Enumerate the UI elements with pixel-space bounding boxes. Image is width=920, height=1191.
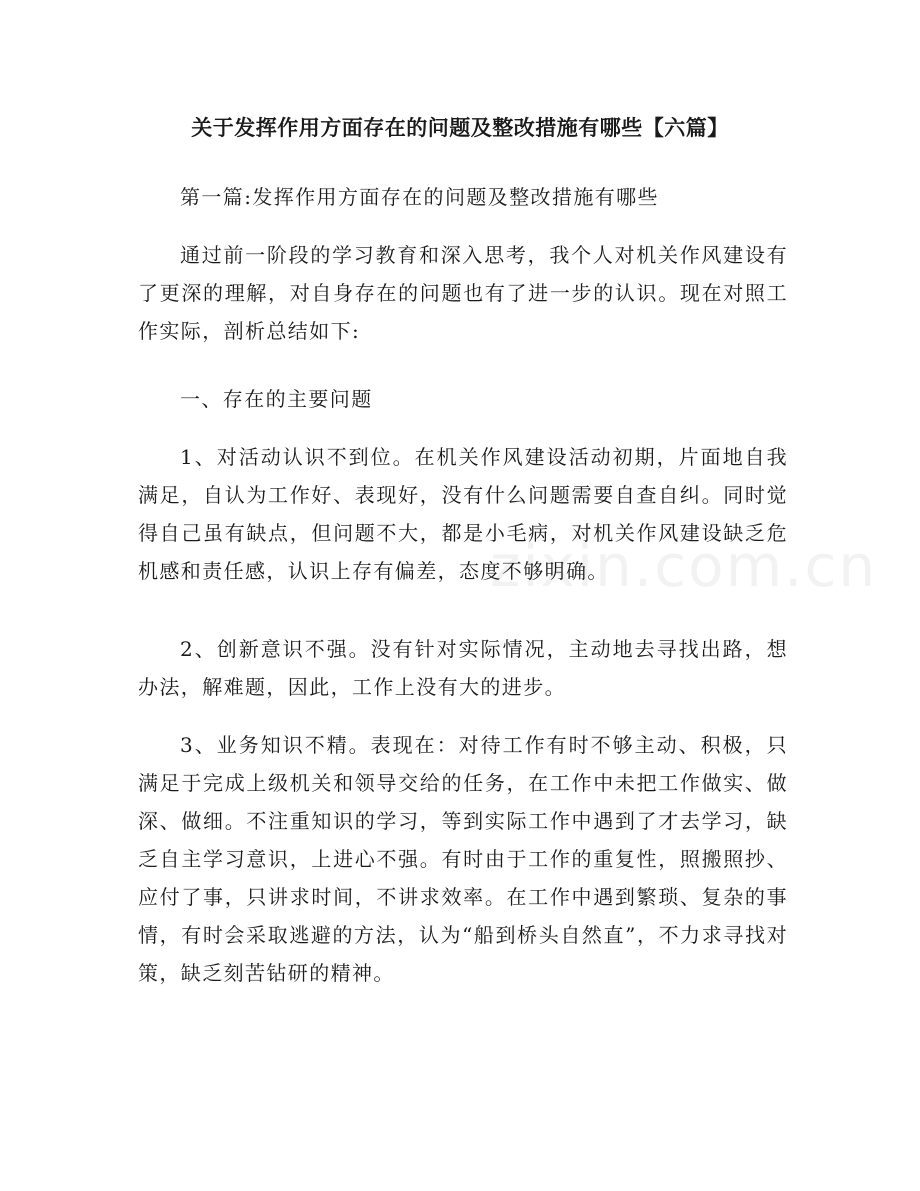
intro-paragraph: 通过前一阶段的学习教育和深入思考，我个人对机关作风建设有了更深的理解，对自身存在的问题也有了进一步的认识。现在对照工作实际，剖析总结如下: bbox=[138, 243, 788, 343]
section-heading: 第一篇:发挥作用方面存在的问题及整改措施有哪些 bbox=[180, 185, 659, 209]
problem-2-paragraph: 2、创新意识不强。没有针对实际情况，主动地去寻找出路，想办法，解难题，因此，工作上没有大的进步。 bbox=[138, 637, 788, 699]
watermark: zixin.com.cn bbox=[490, 532, 878, 600]
problems-heading: 一、存在的主要问题 bbox=[180, 387, 373, 411]
problem-1-paragraph: 1、对活动认识不到位。在机关作风建设活动初期，片面地自我满足，自认为工作好、表现好，没有什么问题需要自查自纠。同时觉得自己虽有缺点，但问题不大，都是小毛病，对机关作风建设缺乏危机感和责任感，认识上存有偏差，态度不够明确。 bbox=[138, 445, 788, 583]
problem-3-paragraph: 3、业务知识不精。表现在：对待工作有时不够主动、积极，只满足于完成上级机关和领导交给的任务，在工作中未把工作做实、做深、做细。不注重知识的学习，等到实际工作中遇到了才去学习，缺乏自主学习意识，上进心不强。有时由于工作的重复性，照搬照抄、应付了事，只讲求时间，不讲求效率。在工作中遇到繁琐、复杂的事情，有时会采取逃避的方法，认为“船到桥头自然直”，不力求寻找对策，缺乏刻苦钻研的精神。 bbox=[138, 733, 788, 985]
document-title: 关于发挥作用方面存在的问题及整改措施有哪些【六篇】 bbox=[191, 116, 729, 140]
